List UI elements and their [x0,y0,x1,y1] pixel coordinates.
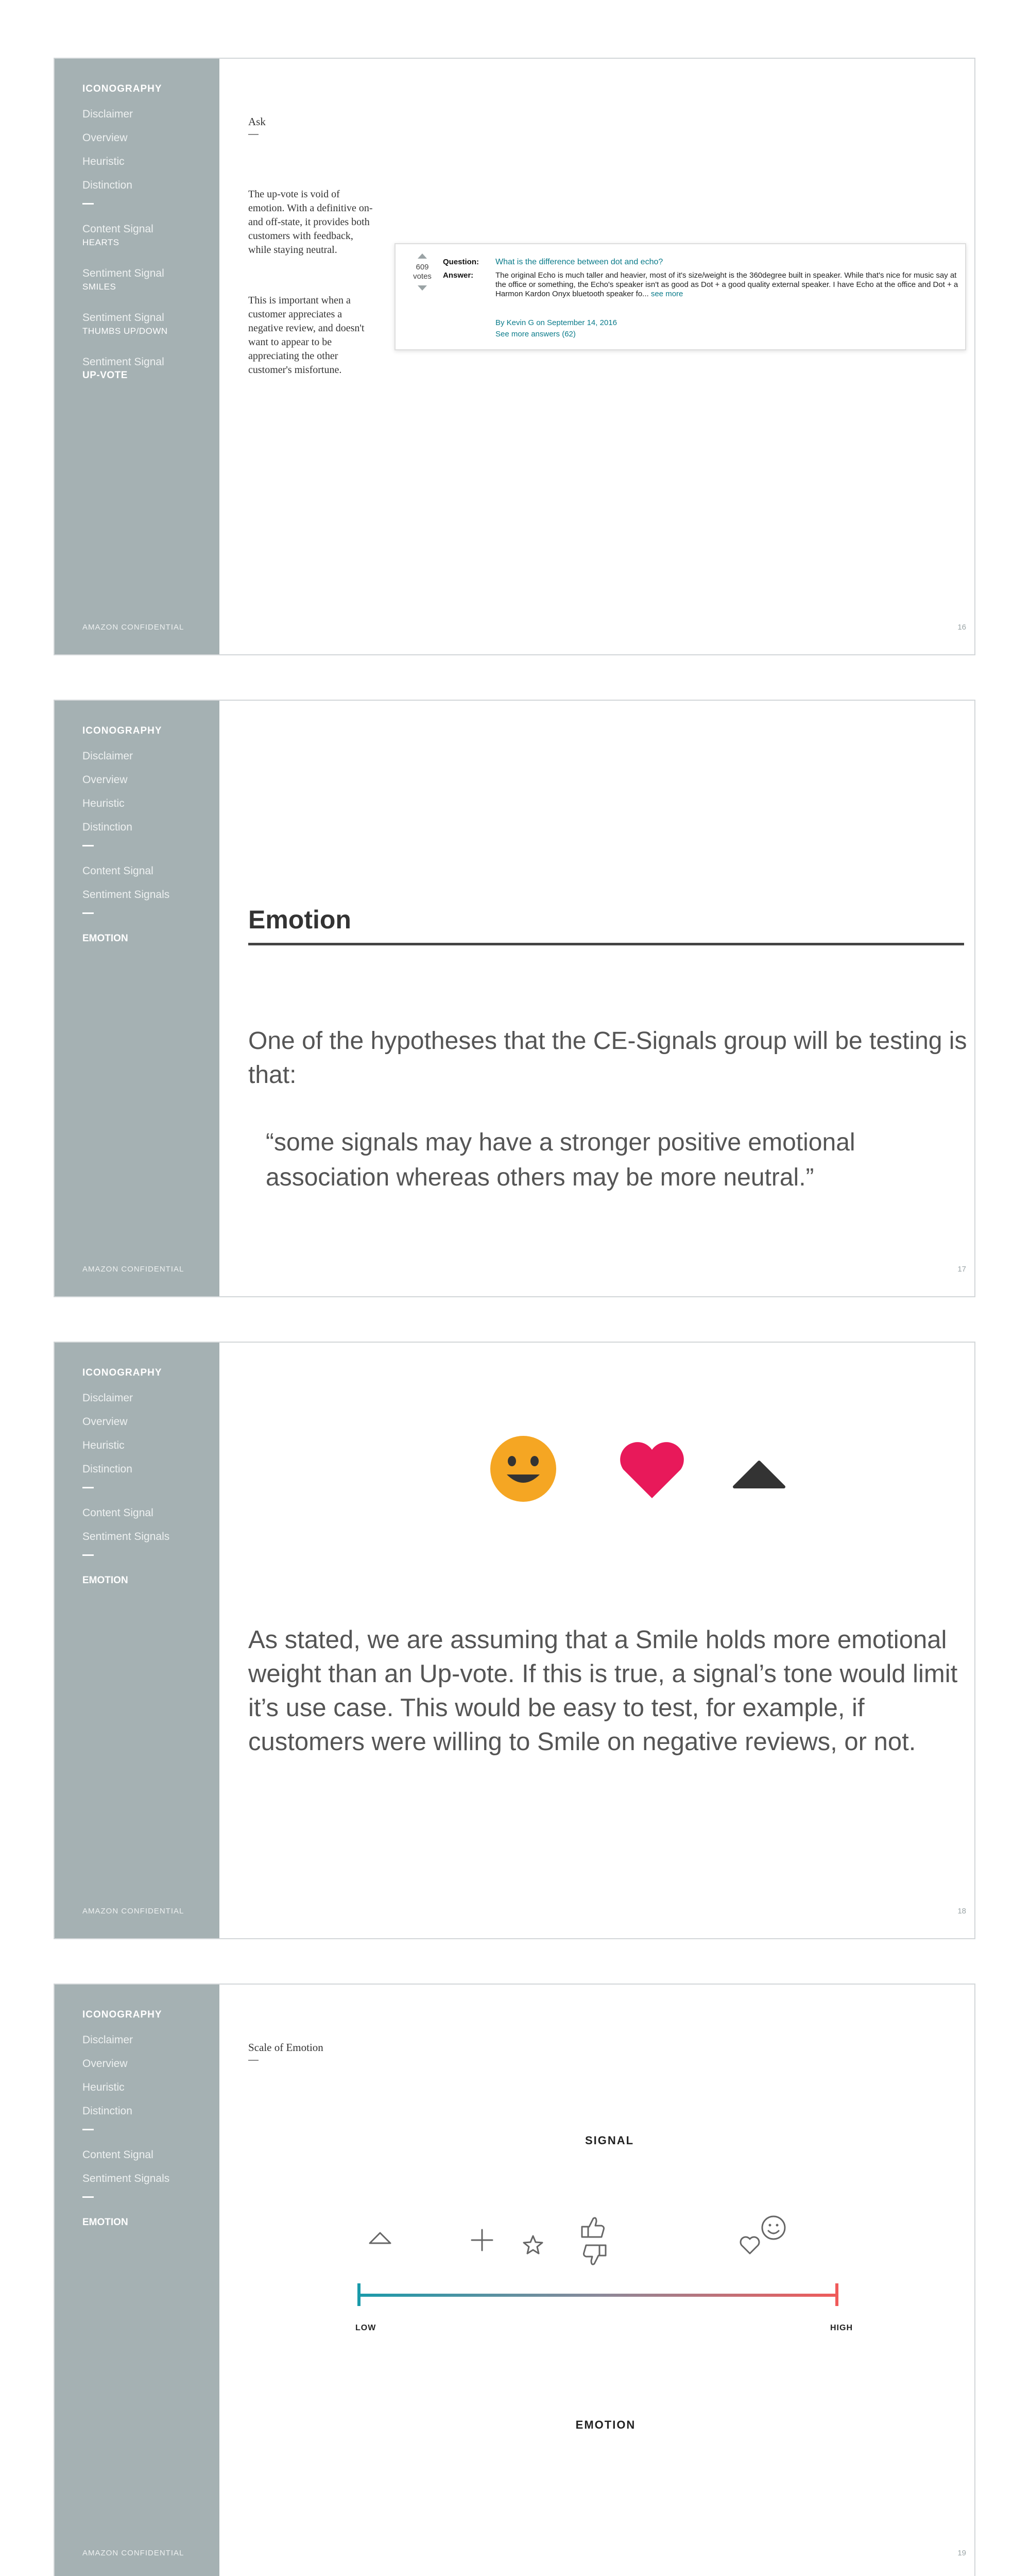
sidebar-item-emotion[interactable]: EMOTION [82,1575,128,1586]
high-end-cap [835,2283,838,2306]
page-number: 18 [957,1907,966,1916]
qa-card [394,243,966,350]
sidebar-divider [82,2196,94,2198]
quote-text: “some signals may have a stronger positive emotional association whereas others may be more neutral.” [266,1129,855,1191]
sidebar-heading: ICONOGRAPHY [82,2009,162,2020]
scale-bar [357,2283,838,2306]
sidebar-item-sentiment-signal[interactable]: Sentiment Signal [82,267,164,279]
confidential-label: AMAZON CONFIDENTIAL [82,2549,184,2557]
answer-text [495,271,959,299]
sidebar-item-distinction[interactable]: Distinction [82,821,132,833]
smile-outline-icon [762,2216,785,2239]
sidebar [55,59,219,654]
sidebar-item-content-signal[interactable]: Content Signal [82,1507,153,1519]
smile-icon [490,1436,556,1502]
sidebar-item-disclaimer[interactable]: Disclaimer [82,108,133,120]
sidebar-item-disclaimer[interactable]: Disclaimer [82,1392,133,1404]
sidebar-item-heuristic[interactable]: Heuristic [82,156,125,167]
sidebar-item-sentiment-signals[interactable]: Sentiment Signals [82,2173,170,2184]
sidebar-sub-upvote[interactable]: UP-VOTE [82,370,128,381]
page-number: 19 [957,2549,966,2557]
sidebar-item-content-signal[interactable]: Content Signal [82,2149,153,2161]
sidebar-item-distinction[interactable]: Distinction [82,1463,132,1475]
plus-icon [472,2230,492,2250]
question-label: Question: [443,258,479,266]
question-link[interactable]: What is the difference between dot and echo? [495,258,663,266]
sidebar-item-overview[interactable]: Overview [82,1416,128,1428]
sidebar-divider [82,2129,94,2130]
sidebar-sub-smiles[interactable]: SMILES [82,282,116,292]
answer-body: The original Echo is much taller and heavier, most of it's size/weight is the 360degree built in speaker. While that's nice for music say at the office or something, the Echo's speaker isn't as good as Dot + a good quality external speaker. I have Echo at the office and Dot + a Harmon Kardon Onyx bluetooth speaker fo... [495,271,958,298]
sidebar-item-sentiment-signal[interactable]: Sentiment Signal [82,312,164,324]
sidebar-item-heuristic[interactable]: Heuristic [82,798,125,809]
confidential-label: AMAZON CONFIDENTIAL [82,623,184,632]
sidebar-item-heuristic[interactable]: Heuristic [82,1439,125,1451]
slide-19 [54,1984,975,2576]
vote-label: votes [413,272,432,281]
sidebar-heading: ICONOGRAPHY [82,725,162,736]
sidebar-divider [82,845,94,846]
signal-label: SIGNAL [585,2134,634,2147]
body-paragraph: The up-vote is void of emotion. With a definitive on- and off-state, it provides both customers with feedback, while staying neutral. [248,189,373,256]
sidebar-sub-hearts[interactable]: HEARTS [82,238,119,247]
section-label: Ask [248,115,266,128]
sidebar-item-emotion[interactable]: EMOTION [82,933,128,944]
low-end-cap [357,2283,360,2306]
slide-title: Emotion [248,905,351,934]
heart-icon [620,1442,684,1498]
sidebar-sub-thumbs[interactable]: THUMBS UP/DOWN [82,326,168,336]
sidebar-item-sentiment-signals[interactable]: Sentiment Signals [82,1531,170,1543]
sidebar-item-overview[interactable]: Overview [82,132,128,144]
page-number: 16 [957,623,966,632]
sidebar-divider [82,203,94,205]
body-paragraph: This is important when a customer appreciates a negative review, and doesn't want to appear to be appreciating the other customer's misfortune. [248,295,365,376]
slide-16 [54,58,975,655]
thumbs-up-icon [582,2218,604,2237]
signal-icons [436,1430,806,1507]
vote-count: 609 [416,263,429,272]
sidebar-divider [82,1487,94,1488]
low-label: LOW [355,2324,376,2332]
sidebar-item-distinction[interactable]: Distinction [82,179,132,191]
answer-label: Answer: [443,271,474,280]
sidebar-item-sentiment-signals[interactable]: Sentiment Signals [82,889,170,901]
sidebar-item-sentiment-signal[interactable]: Sentiment Signal [82,356,164,368]
sidebar-item-distinction[interactable]: Distinction [82,2105,132,2117]
downvote-arrow-icon[interactable] [418,285,427,291]
sidebar [55,1343,219,1938]
vote-column [407,253,438,291]
sidebar-item-disclaimer[interactable]: Disclaimer [82,2034,133,2046]
sidebar-heading: ICONOGRAPHY [82,83,162,94]
sidebar-heading: ICONOGRAPHY [82,1367,162,1378]
page-number: 17 [957,1265,966,1274]
emotion-scale [343,2211,858,2325]
sidebar [55,1985,219,2576]
confidential-label: AMAZON CONFIDENTIAL [82,1907,184,1916]
hypothesis-text: One of the hypotheses that the CE-Signals group will be testing is that: [248,1027,967,1089]
section-rule [248,134,259,135]
sidebar [55,701,219,1296]
slide-18 [54,1342,975,1939]
sidebar-item-disclaimer[interactable]: Disclaimer [82,750,133,762]
sidebar-item-content-signal[interactable]: Content Signal [82,223,153,235]
upvote-triangle-icon [734,1462,784,1487]
see-more-answers-link[interactable]: See more answers (62) [495,330,576,338]
body-text: As stated, we are assuming that a Smile holds more emotional weight than an Up-vote. If this is true, a signal’s tone would limit it’s use case. This would be easy to test, for example, if customers were willing to Smile on negative reviews, or not. [248,1626,958,1756]
upvote-outline-icon [370,2233,390,2243]
slide-17 [54,700,975,1297]
section-label: Scale of Emotion [248,2041,323,2054]
answer-byline: By Kevin G on September 14, 2016 [495,318,617,327]
confidential-label: AMAZON CONFIDENTIAL [82,1265,184,1274]
star-icon [524,2236,542,2253]
heart-outline-icon [741,2237,759,2253]
sidebar-divider [82,1554,94,1556]
sidebar-item-content-signal[interactable]: Content Signal [82,865,153,877]
high-label: HIGH [830,2324,853,2332]
sidebar-divider [82,912,94,914]
title-rule [248,943,964,945]
sidebar-item-overview[interactable]: Overview [82,2058,128,2070]
sidebar-item-overview[interactable]: Overview [82,774,128,786]
emotion-label: EMOTION [575,2418,636,2431]
sidebar-item-emotion[interactable]: EMOTION [82,2217,128,2228]
thumbs-down-icon [584,2245,606,2264]
section-rule [248,2060,259,2061]
see-more-link[interactable]: see more [650,290,683,298]
sidebar-item-heuristic[interactable]: Heuristic [82,2081,125,2093]
upvote-arrow-icon[interactable] [418,253,427,259]
